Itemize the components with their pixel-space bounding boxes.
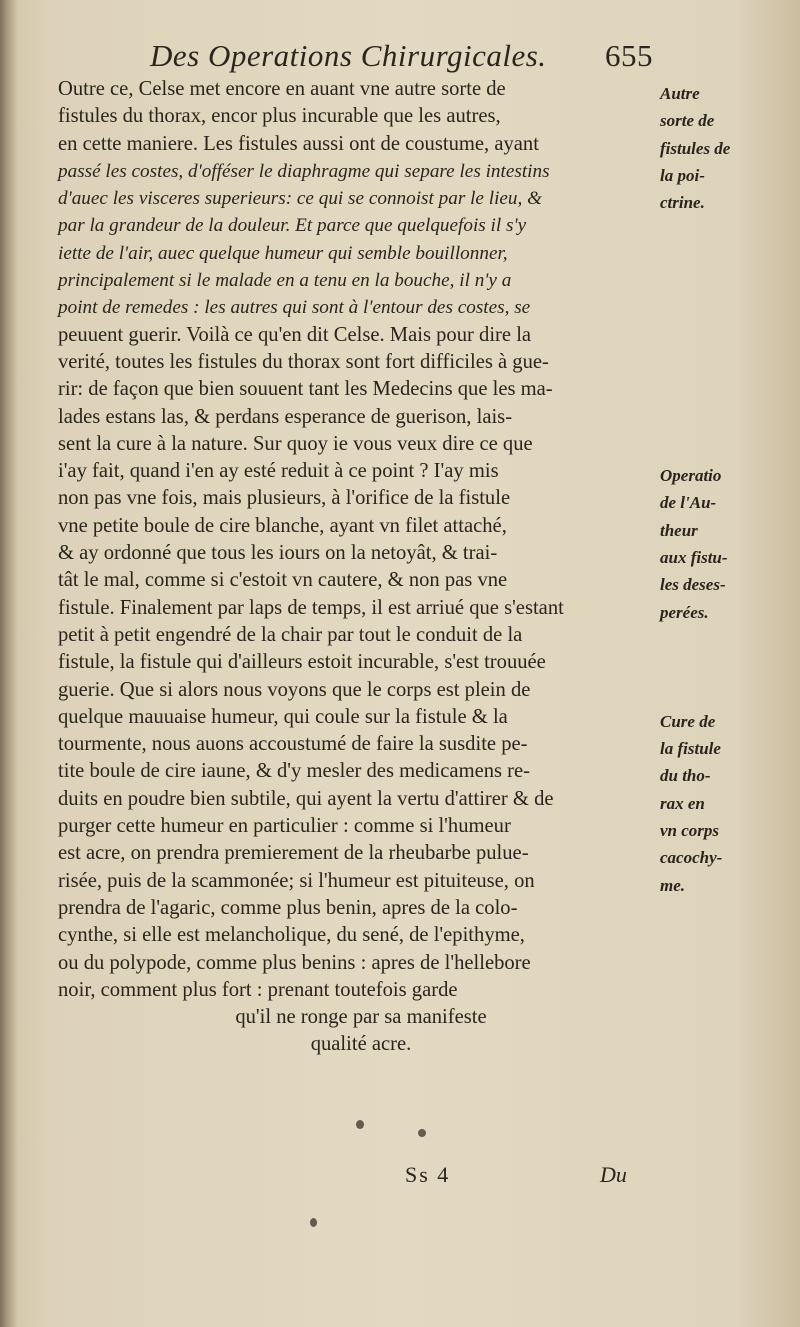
- margin-note: theur: [660, 520, 698, 540]
- margin-note: de l'Au-: [660, 493, 717, 513]
- text-line: en cette maniere. Les fistules aussi ont de coustume, ayant: [58, 132, 539, 155]
- signature-mark: Ss 4: [405, 1162, 451, 1187]
- text-line: i'ay fait, quand i'en ay esté reduit à ce point ? I'ay mis: [58, 460, 499, 483]
- margin-note: Operatio: [660, 466, 722, 486]
- page-binding-edge: [0, 0, 18, 1327]
- text-line: fistules du thorax, encor plus incurable que les autres,: [58, 105, 501, 128]
- ink-spot: [356, 1120, 364, 1129]
- margin-note: la fistule: [660, 739, 721, 759]
- margin-note: Cure de: [660, 711, 716, 731]
- text-line: non pas vne fois, mais plusieurs, à l'orifice de la fistule: [58, 487, 511, 510]
- text-line: quelque mauuaise humeur, qui coule sur la fistule & la: [58, 705, 508, 728]
- margin-note: aux fistu-: [660, 548, 728, 568]
- running-title: Des Operations Chirurgicales.: [150, 38, 547, 73]
- text-line: est acre, on prendra premierement de la rheubarbe pulue-: [58, 842, 529, 865]
- margin-note: [660, 681, 795, 708]
- margin-note: fistules de: [660, 138, 731, 158]
- margin-note: [660, 216, 795, 243]
- text-line: passé les costes, d'offéser le diaphragme qui separe les intestins: [58, 160, 550, 182]
- ink-spot: [310, 1218, 317, 1227]
- text-line: sent la cure à la nature. Sur quoy ie vous veux dire ce que: [58, 432, 533, 455]
- text-line: fistule. Finalement par laps de temps, il est arriué que s'estant: [58, 596, 564, 619]
- text-line: lades estans las, & perdans esperance de guerison, lais-: [58, 405, 513, 428]
- text-line: duits en poudre bien subtile, qui ayent la vertu d'attirer & de: [58, 787, 554, 810]
- page-number: 655: [605, 38, 653, 73]
- text-line: purger cette humeur en particulier : comme si l'humeur: [58, 815, 511, 838]
- margin-note: Autre: [660, 84, 700, 103]
- text-line: verité, toutes les fistules du thorax sont fort difficiles à gue-: [58, 350, 549, 373]
- margin-note: [660, 380, 795, 407]
- margin-note: [660, 244, 795, 271]
- text-line: d'auec les visceres superieurs: ce qui se connoist par le lieu, &: [58, 188, 543, 210]
- text-line: tite boule de cire iaune, & d'y mesler des medicamens re-: [58, 760, 531, 783]
- margin-note: les deses-: [660, 575, 726, 595]
- margin-note: perées.: [660, 602, 709, 622]
- margin-note: [660, 653, 795, 680]
- body-text: [58, 76, 664, 1059]
- running-head: [150, 38, 710, 78]
- margin-note: [660, 326, 795, 353]
- margin-note: [660, 408, 795, 435]
- text-line: petit à petit engendré de la chair par tout le conduit de la: [58, 623, 523, 646]
- margin-note: la poi-: [660, 165, 705, 185]
- margin-notes: [660, 80, 795, 899]
- margin-note: vn corps: [660, 821, 720, 841]
- text-line: prendra de l'agaric, comme plus benin, apres de la colo-: [58, 896, 518, 919]
- margin-note: [660, 626, 795, 653]
- text-line: fistule, la fistule qui d'ailleurs estoit incurable, s'est trouuée: [58, 651, 546, 674]
- text-line: iette de l'air, auec quelque humeur qui semble bouillonner,: [58, 242, 508, 264]
- text-line: Outre ce, Celse met encore en auant vne autre sorte de: [58, 78, 506, 100]
- text-line: noir, comment plus fort : prenant toutefois garde: [58, 978, 458, 1001]
- text-line: vne petite boule de cire blanche, ayant vn filet attaché,: [58, 514, 507, 537]
- ink-spot: [418, 1129, 426, 1137]
- margin-note: du tho-: [660, 766, 711, 786]
- catchword: Du: [600, 1162, 627, 1187]
- text-line: qualité acre.: [310, 1033, 412, 1056]
- text-line: peuuent guerir. Voilà ce qu'en dit Celse. Mais pour dire la: [58, 323, 532, 346]
- margin-note: sorte de: [660, 111, 715, 131]
- text-line: tât le mal, comme si c'estoit vn cautere, & non pas vne: [58, 569, 508, 592]
- text-line: risée, puis de la scammonée; si l'humeur est pituiteuse, on: [58, 869, 535, 892]
- margin-note: [660, 435, 795, 462]
- text-line: tourmente, nous auons accoustumé de faire la susdite pe-: [58, 733, 528, 756]
- margin-note: cacochy-: [660, 848, 723, 868]
- margin-note: me.: [660, 875, 686, 895]
- margin-note: [660, 298, 795, 325]
- text-line: principalement si le malade en a tenu en la bouche, il n'y a: [58, 270, 512, 292]
- text-line: point de remedes : les autres qui sont à l'entour des costes, se: [58, 297, 531, 319]
- margin-note: ctrine.: [660, 193, 705, 213]
- margin-note: rax en: [660, 793, 705, 813]
- text-line: ou du polypode, comme plus benins : apres de l'hellebore: [58, 951, 531, 974]
- margin-note: [660, 271, 795, 298]
- text-line: rir: de façon que bien souuent tant les Medecins que les ma-: [58, 378, 553, 401]
- margin-note: [660, 353, 795, 380]
- text-line: guerie. Que si alors nous voyons que le corps est plein de: [58, 678, 531, 701]
- text-line: cynthe, si elle est melancholique, du sené, de l'epithyme,: [58, 924, 525, 947]
- text-line: & ay ordonné que tous les iours on la netoyât, & trai-: [58, 542, 498, 565]
- text-line: qu'il ne ronge par sa manifeste: [235, 1006, 487, 1029]
- text-line: par la grandeur de la douleur. Et parce que quelquefois il s'y: [58, 215, 527, 237]
